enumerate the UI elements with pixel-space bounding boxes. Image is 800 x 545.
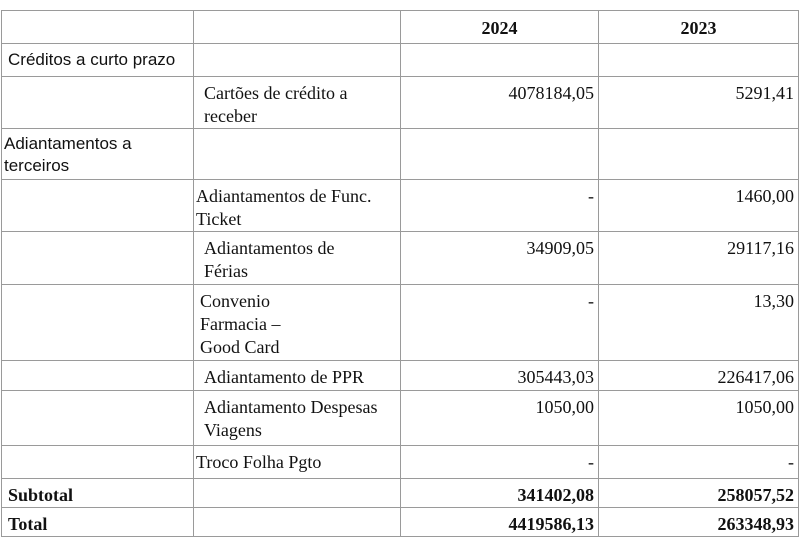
subtotal-row <box>2 479 799 508</box>
empty-cell <box>2 77 194 129</box>
empty-cell <box>599 129 799 180</box>
item-label: Troco Folha Pgto <box>194 446 401 479</box>
empty-cell <box>401 44 599 77</box>
empty-cell <box>194 44 401 77</box>
table-row <box>2 77 799 129</box>
financial-table <box>1 10 799 537</box>
header-2023: 2023 <box>599 11 799 44</box>
total-label: Total <box>2 508 194 537</box>
empty-cell <box>2 361 194 391</box>
table-row <box>2 180 799 232</box>
header-empty-cell <box>194 11 401 44</box>
total-2024: 4419586,13 <box>401 508 599 537</box>
empty-cell <box>194 129 401 180</box>
table-row <box>2 232 799 285</box>
empty-cell <box>194 479 401 508</box>
total-2023: 263348,93 <box>599 508 799 537</box>
value-2024: 4078184,05 <box>401 77 599 129</box>
empty-cell <box>599 44 799 77</box>
header-empty-cell <box>2 11 194 44</box>
section-label: Adiantamentos a terceiros <box>2 129 194 180</box>
table-row <box>2 361 799 391</box>
subtotal-2023: 258057,52 <box>599 479 799 508</box>
empty-cell <box>2 180 194 232</box>
item-label: Adiantamentos de Func. Ticket <box>194 180 401 232</box>
value-2024: 305443,03 <box>401 361 599 391</box>
item-label: Adiantamento Despesas Viagens <box>194 391 401 446</box>
value-2024: - <box>401 285 599 361</box>
value-2024: - <box>401 180 599 232</box>
table-row <box>2 285 799 361</box>
value-2023: 1460,00 <box>599 180 799 232</box>
item-label: Adiantamento de PPR <box>194 361 401 391</box>
subtotal-2024: 341402,08 <box>401 479 599 508</box>
table-row <box>2 446 799 479</box>
value-2023: 29117,16 <box>599 232 799 285</box>
empty-cell <box>2 285 194 361</box>
value-2024: 34909,05 <box>401 232 599 285</box>
empty-cell <box>2 232 194 285</box>
empty-cell <box>2 391 194 446</box>
header-row <box>2 11 799 44</box>
empty-cell <box>194 508 401 537</box>
table-row <box>2 391 799 446</box>
value-2024: - <box>401 446 599 479</box>
header-2024: 2024 <box>401 11 599 44</box>
subtotal-label: Subtotal <box>2 479 194 508</box>
value-2023: - <box>599 446 799 479</box>
item-label: Adiantamentos de Férias <box>194 232 401 285</box>
value-2023: 226417,06 <box>599 361 799 391</box>
value-2024: 1050,00 <box>401 391 599 446</box>
item-label: Convenio Farmacia – Good Card <box>194 285 401 361</box>
section-label: Créditos a curto prazo <box>2 44 194 77</box>
value-2023: 13,30 <box>599 285 799 361</box>
total-row <box>2 508 799 537</box>
table-row <box>2 44 799 77</box>
value-2023: 1050,00 <box>599 391 799 446</box>
empty-cell <box>2 446 194 479</box>
value-2023: 5291,41 <box>599 77 799 129</box>
table-row <box>2 129 799 180</box>
empty-cell <box>401 129 599 180</box>
item-label: Cartões de crédito a receber <box>194 77 401 129</box>
